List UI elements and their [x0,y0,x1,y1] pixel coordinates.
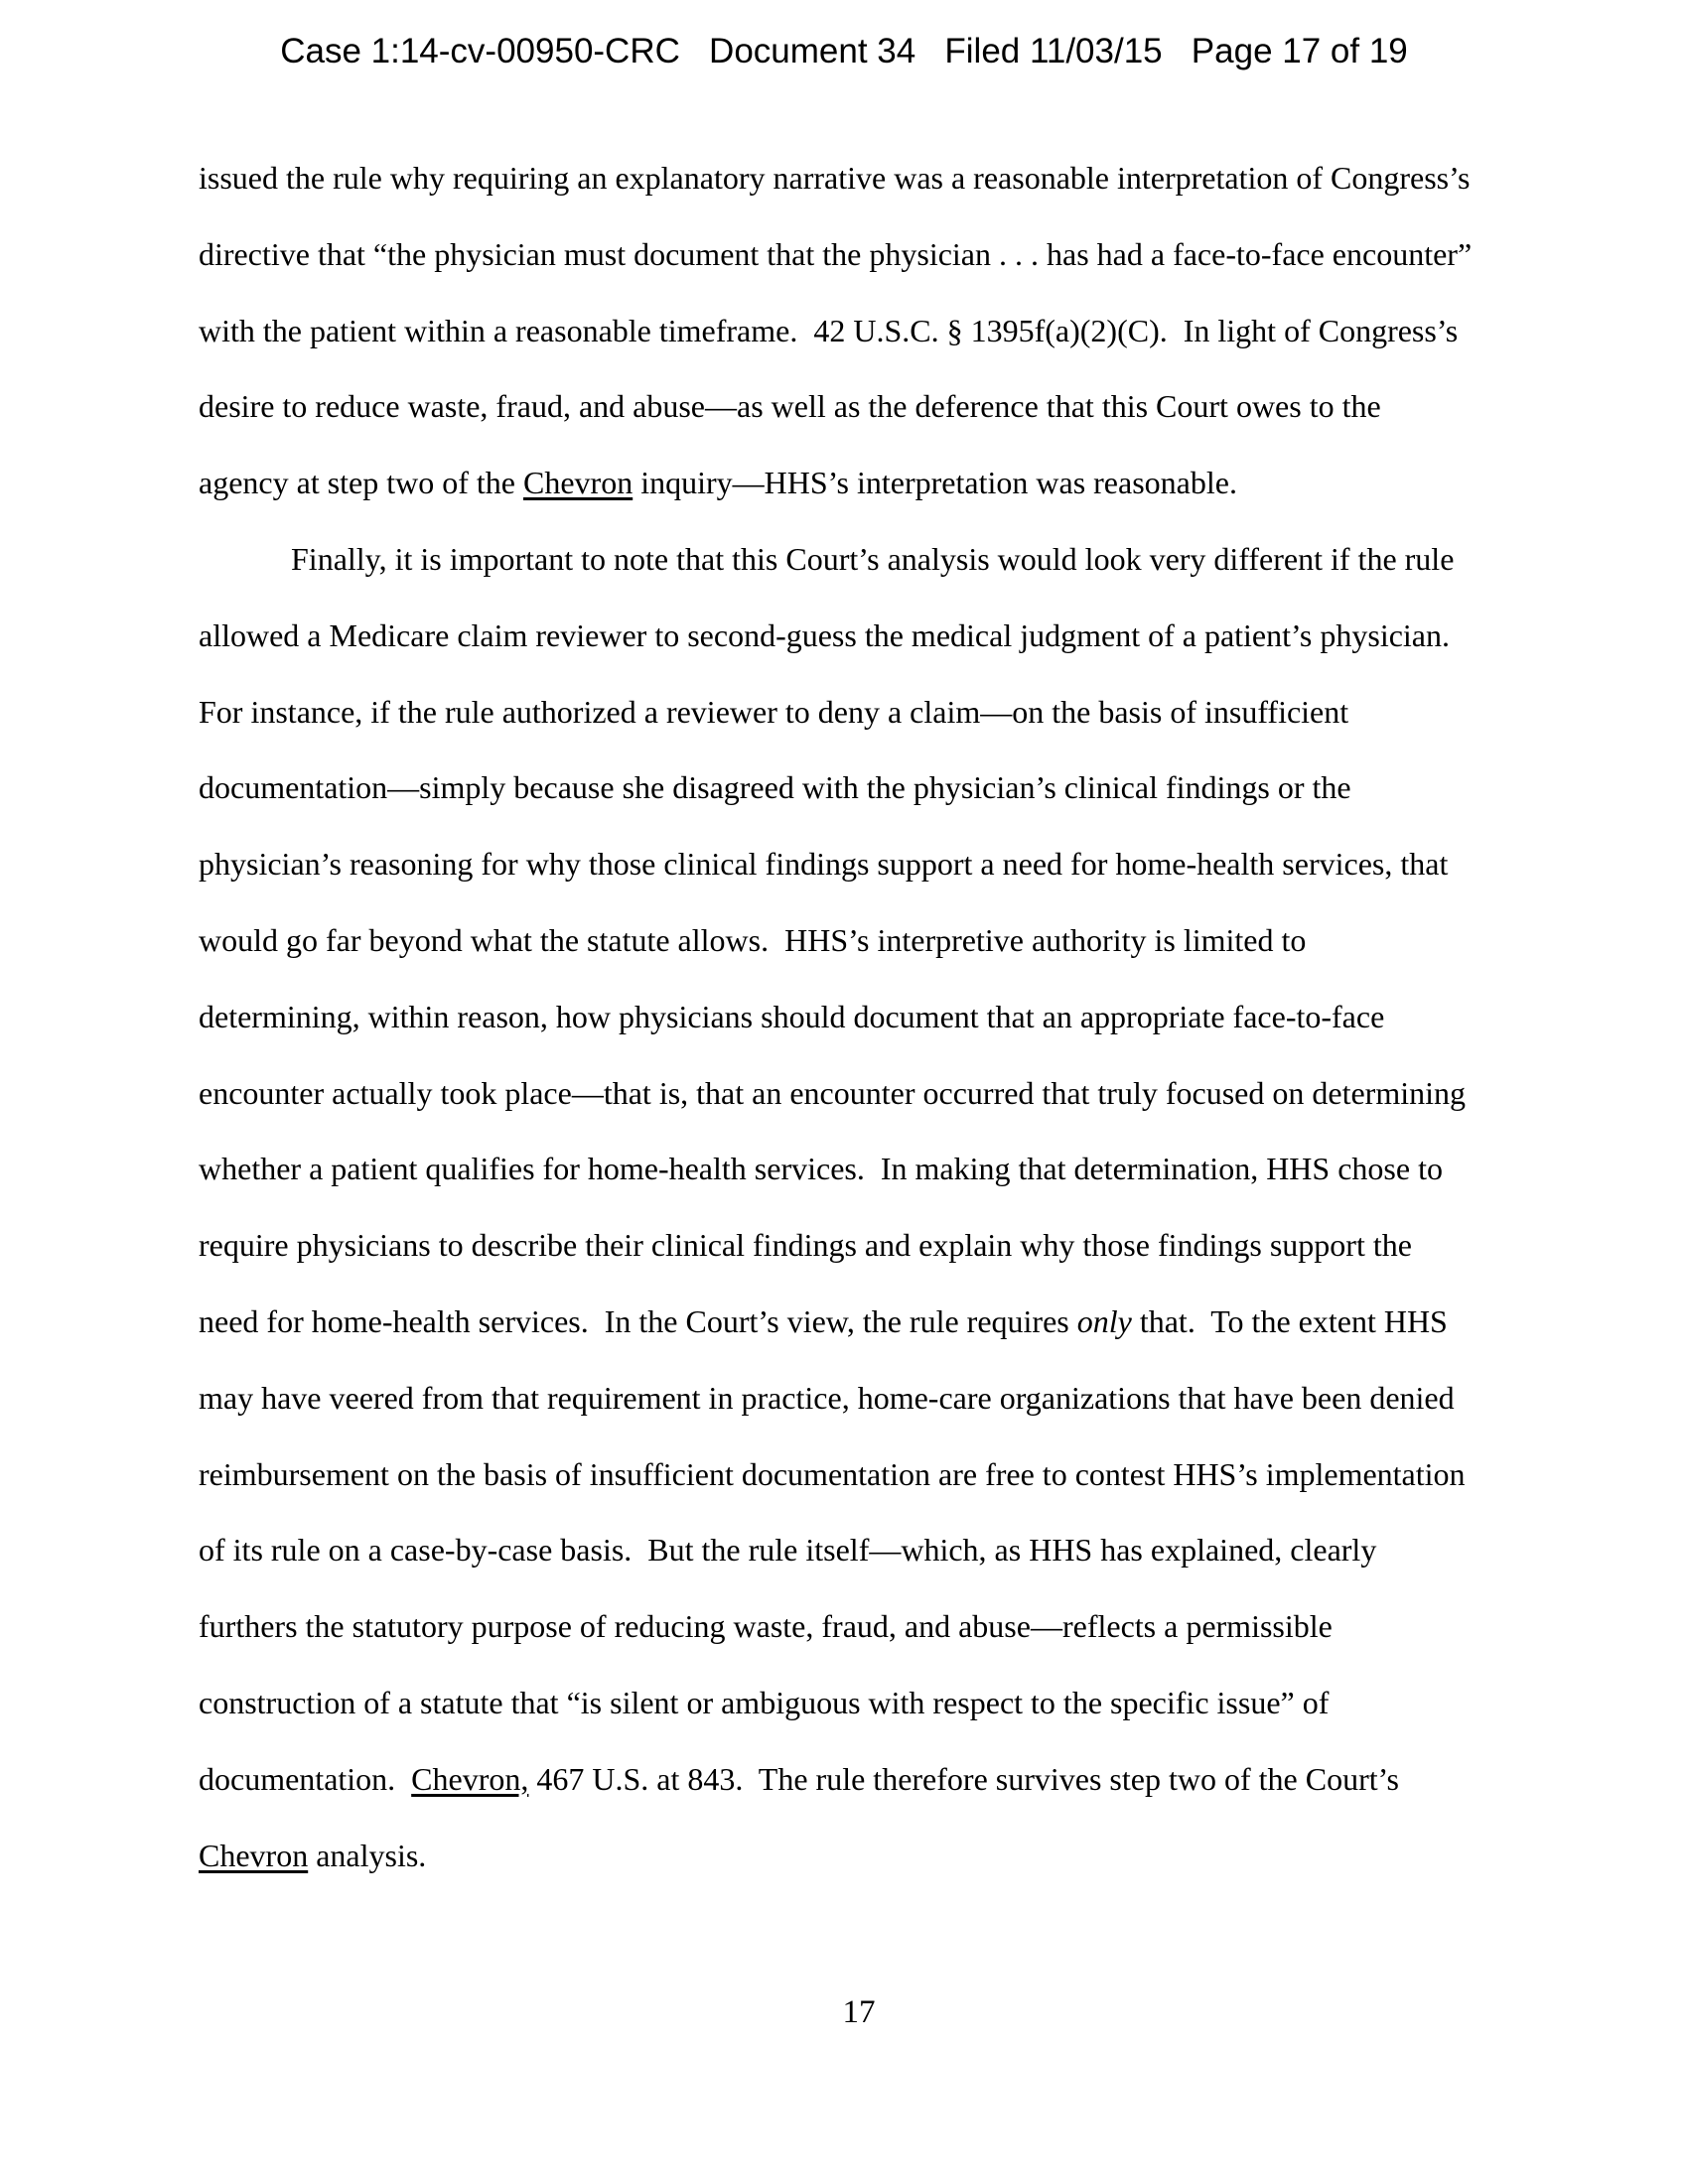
case-citation: Chevron [523,465,633,501]
body-line [199,1818,1589,1894]
body-line [199,1436,1589,1513]
body-line [199,902,1589,979]
body-text: construction of a statute that “is silent or ambiguous with respect to the specific issue” of [199,1684,1330,1720]
case-citation: Chevron [199,1837,309,1873]
body-text: that. To the extent HHS [1131,1302,1448,1339]
body-line [199,216,1589,293]
body-text: whether a patient qualifies for home-health services. In making that determination, HHS chose to [199,1151,1443,1187]
body-text: For instance, if the rule authorized a reviewer to deny a claim—on the basis of insufficient [199,693,1349,730]
body-text: allowed a Medicare claim reviewer to second-guess the medical judgment of a patient’s physician. [199,616,1450,653]
body-text: 467 U.S. at 843. The rule therefore survives step two of the Court’s [528,1760,1399,1797]
document-body [199,140,1589,1893]
body-line [199,1665,1589,1741]
body-line [199,1131,1589,1207]
body-text: encounter actually took place—that is, that an encounter occurred that truly focused on determining [199,1074,1466,1111]
body-line [199,674,1589,751]
page-number: 17 [842,1994,876,2030]
body-text: would go far beyond what the statute allows. HHS’s interpretive authority is limited to [199,921,1307,958]
body-text: with the patient within a reasonable timeframe. 42 U.S.C. § 1395f(a)(2)(C). In light of Congress’s [199,312,1459,348]
body-line [199,368,1589,445]
body-text: documentation. [199,1760,412,1797]
body-line [199,293,1589,369]
body-text: need for home-health services. In the Court’s view, the rule requires [199,1302,1077,1339]
body-text: require physicians to describe their clinical findings and explain why those findings support the [199,1227,1412,1264]
body-text: Finally, it is important to note that this Court’s analysis would look very different if the rule [291,540,1455,577]
body-text: physician’s reasoning for why those clinical findings support a need for home-health services, that [199,846,1449,883]
body-line [199,1512,1589,1588]
body-line [199,979,1589,1055]
body-text: analysis. [308,1837,427,1873]
body-text: reimbursement on the basis of insufficient documentation are free to contest HHS’s implementation [199,1455,1466,1492]
body-line [199,1207,1589,1284]
body-text: of its rule on a case-by-case basis. But the rule itself—which, as HHS has explained, clearly [199,1532,1377,1569]
body-line [199,521,1589,598]
body-line [199,598,1589,674]
body-line [199,1588,1589,1665]
body-line [199,826,1589,902]
body-text: determining, within reason, how physicians should document that an appropriate face-to-face [199,998,1385,1034]
body-line [199,1055,1589,1132]
case-citation: Chevron, [411,1760,529,1797]
body-line [199,1741,1589,1818]
body-line [199,445,1589,521]
body-line [199,1360,1589,1436]
body-line [199,140,1589,216]
body-text: desire to reduce waste, fraud, and abuse—as well as the deference that this Court owes to the [199,388,1381,425]
body-line [199,750,1589,826]
ecf-stamp-header: Case 1:14-cv-00950-CRC Document 34 Filed 11/03/15 Page 17 of 19 [280,32,1408,70]
body-text: issued the rule why requiring an explanatory narrative was a reasonable interpretation of Congress’s [199,160,1471,196]
body-text: inquiry—HHS’s interpretation was reasonable. [633,465,1237,501]
body-text: agency at step two of the [199,465,523,501]
body-text: furthers the statutory purpose of reducing waste, fraud, and abuse—reflects a permissible [199,1608,1333,1645]
emphasized-text: only [1076,1302,1132,1339]
body-text: may have veered from that requirement in practice, home-care organizations that have been denied [199,1379,1455,1416]
body-line [199,1284,1589,1360]
body-text: directive that “the physician must document that the physician . . . has had a face-to-face encounter” [199,235,1473,272]
body-text: documentation—simply because she disagreed with the physician’s clinical findings or the [199,769,1351,806]
